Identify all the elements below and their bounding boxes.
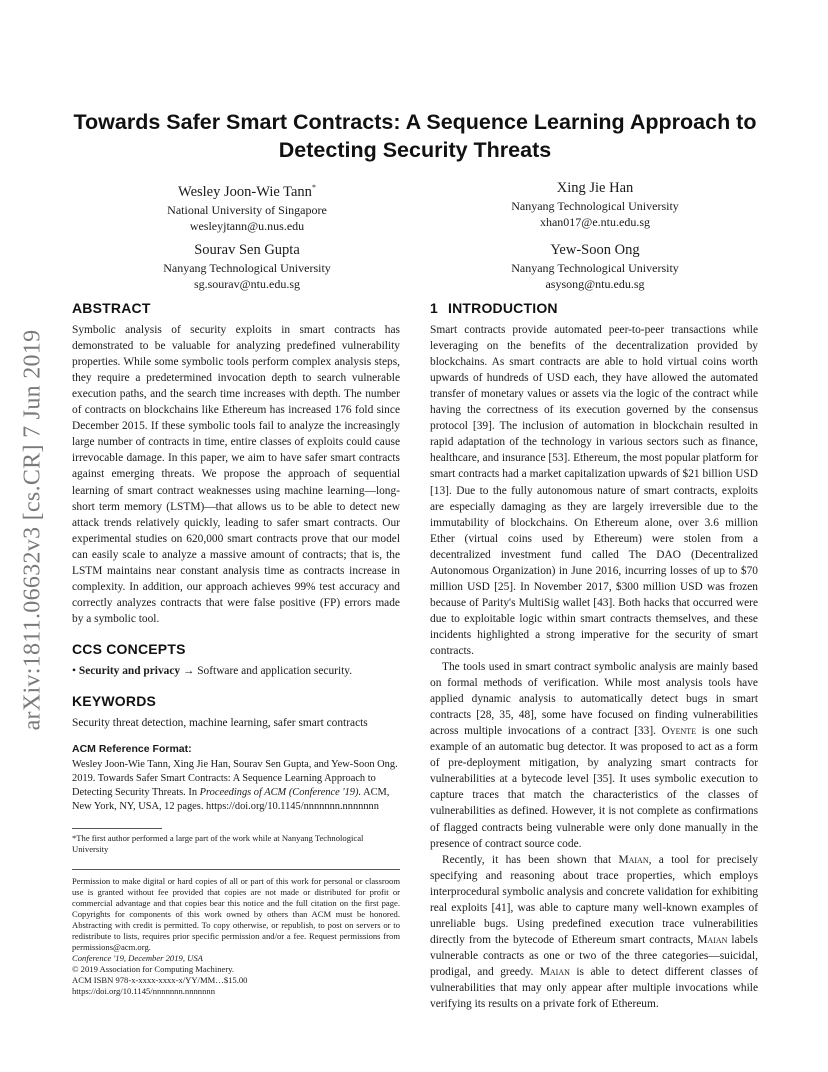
arxiv-identifier: arXiv:1811.06632v3 [cs.CR] 7 Jun 2019: [19, 329, 46, 731]
doi-line: https://doi.org/10.1145/nnnnnnn.nnnnnnn: [72, 986, 215, 997]
acm-reference-heading: ACM Reference Format:: [72, 743, 192, 756]
author-email[interactable]: wesleyjtann@u.nus.edu: [189, 218, 305, 233]
author-affiliation: Nanyang Technological University: [511, 199, 679, 213]
author-affiliation: National University of Singapore: [167, 202, 327, 217]
paper-title: Towards Safer Smart Contracts: A Sequence Learning Approach to Detecting Security Threats: [73, 110, 757, 162]
footnote-rule: [72, 828, 162, 829]
conference-line: Conference '19, December 2019, USA: [72, 953, 203, 964]
isbn-line: ACM ISBN 978-x-xxxx-xxxx-x/YY/MM…$15.00: [72, 975, 248, 986]
keywords-text: Security threat detection, machine learning, safer smart contracts: [72, 717, 368, 730]
author-name: Sourav Sen Gupta: [194, 242, 300, 258]
intro-paragraph: Recently, it has been shown that Maian, a tool for precisely specifying and reasoning about trace properties, which employs interprocedural symbolic analysis and concrete validation for exhibiting real exploits [41], was able to capture many well-known examples of unreliable bugs. Using predefined execution trace vulnerabilities directly from the bytecode of Ethereum smart contracts, Maian labels vulnerable contracts as one or two of the three categories—suicidal, prodigal, and greedy. Maian is able to detect different classes of vulnerabilities that may only appear after multiple invocations while verifying its results on a private fork of Ethereum.: [430, 853, 759, 1011]
permission-notice: Permission to make digital or hard copies of all or part of this work for personal or classroom use is granted without fee provided that copies are not made or distributed for profit or commercial advantage and that copies bear this notice and the full citation on the first page. Copyrights for components of this work owned by others than ACM must be honored. Abstracting with credit is permitted. To copy otherwise, or republish, to post on servers or to redistribute to lists, requires prior specific permission and/or a fee. Request permissions from permissions@acm.org.: [72, 876, 400, 953]
author-name: Wesley Joon-Wie Tann*: [178, 183, 316, 200]
left-column: [72, 300, 400, 997]
author-block: [107, 240, 387, 292]
author-block: [107, 178, 387, 234]
intro-paragraph: The tools used in smart contract symbolic analysis are mainly based on formal methods of verification. While most analysis tools have applied dynamic analysis to automatically detect bugs in smart contracts [28, 35, 48], some have focused on finding vulnerabilities across multiple invocations of a contract [33]. Oyente is one such example of an automatic bug detector. It was proposed to act as a form of pre-deployment mitigation, by analyzing smart contracts for vulnerabilities at a bytecode level [35]. It uses symbolic execution to capture traces that match the characteristics of the classes of vulnerabilities as defined. However, it is not complete as confirmations of flagged contracts being vulnerable were only done manually in the presence of contract source code.: [430, 661, 759, 850]
right-column: [430, 300, 758, 1012]
author-name: Yew-Soon Ong: [550, 242, 640, 258]
publication-meta: [72, 953, 400, 997]
author-email[interactable]: sg.sourav@ntu.edu.sg: [193, 277, 301, 291]
ccs-heading: CCS CONCEPTS: [72, 640, 186, 657]
keywords-heading: KEYWORDS: [72, 693, 157, 710]
arxiv-sidebar: [16, 300, 50, 760]
author-email[interactable]: asysong@ntu.edu.sg: [545, 277, 645, 291]
intro-paragraph: Smart contracts provide automated peer-to-peer transactions while leveraging on the benefits of the decentralization provided by blockchains. As smart contracts are able to hold virtual coins worth upwards of hundreds of USD each, they have allowed the automated transfer of monetary values or assets via the logic of the contract while having the correctness of its execution governed by the consensus protocol [39]. The inclusion of automation in blockchain resulted in rapid adaptation of the technology in various sectors such as finance, healthcare, and insurance [53]. Ethereum, the most popular platform for smart contracts had a market capitalization upwards of $21 billion USD [13]. Due to the fully autonomous nature of smart contracts, exploits are especially damaging as they are largely irreversible due to the immutability of blockchains. On Ethereum alone, over 3.6 million Ether (virtual coins used by Ethereum) were stolen from a decentralized investment fund called The DAO (Decentralized Autonomous Organization) in June 2016, incurring losses of up to $70 million USD [25]. In November 2017, $300 million USD was frozen because of Parity's MultiSig wallet [43]. Both hacks that occurred were due to exploitable logic within smart contracts themselves, and these incidents highlighted a strong imperative for the security of smart contracts.: [430, 324, 758, 657]
author-block: [455, 240, 735, 292]
author-email[interactable]: xhan017@e.ntu.edu.sg: [539, 215, 651, 229]
abstract-text: Symbolic analysis of security exploits in smart contracts has demonstrated to be valuable for analyzing predefined vulnerability properties. While some symbolic tools perform complex analysis steps, they require a predetermined invocation depth to search vulnerable execution paths, and the search time increases with depth. The number of contracts on blockchains like Ethereum has increased 176 fold since December 2015. If these symbolic tools fail to analyze the increasingly large number of contracts in time, entire classes of exploits could cause irrevocable damage. In this paper, we aim to have safer smart contracts against emerging threats. We propose the approach of sequential learning of smart contract weaknesses using machine learning—long-short term memory (LSTM)—that allows us to be able to detect new attack trends relatively quickly, leading to safer smart contracts. Our experimental studies on 620,000 smart contracts prove that our model can easily scale to analyze a massive amount of contracts; that is, the LSTM maintains near constant analysis time as contracts increase in complexity. In addition, our approach achieves 99% test accuracy and correctly analyzes contracts that were false positive (FP) errors made by a symbolic tool.: [72, 324, 400, 625]
ccs-concepts: • Security and privacy → Software and application security.: [72, 664, 353, 677]
acm-reference-text: Wesley Joon-Wie Tann, Xing Jie Han, Sourav Sen Gupta, and Yew-Soon Ong. 2019. Towards Safer Smart Contracts: A Sequence Learning Approach to Detecting Security Threats. In Proceedings of ACM (Conference '19). ACM, New York, NY, USA, 12 pages. https://doi.org/10.1145/nnnnnnn.nnnnnnn: [72, 759, 398, 813]
author-name: Xing Jie Han: [556, 180, 634, 196]
author-affiliation: Nanyang Technological University: [511, 261, 679, 275]
permission-rule: [72, 869, 400, 870]
author-affiliation: Nanyang Technological University: [163, 261, 331, 275]
footnote: *The first author performed a large part of the work while at Nanyang Technological University: [72, 833, 364, 855]
abstract-heading: ABSTRACT: [72, 300, 151, 316]
author-block: [455, 178, 735, 230]
introduction-heading: 1 INTRODUCTION: [430, 300, 558, 316]
copyright-line: © 2019 Association for Computing Machinery.: [72, 964, 235, 975]
